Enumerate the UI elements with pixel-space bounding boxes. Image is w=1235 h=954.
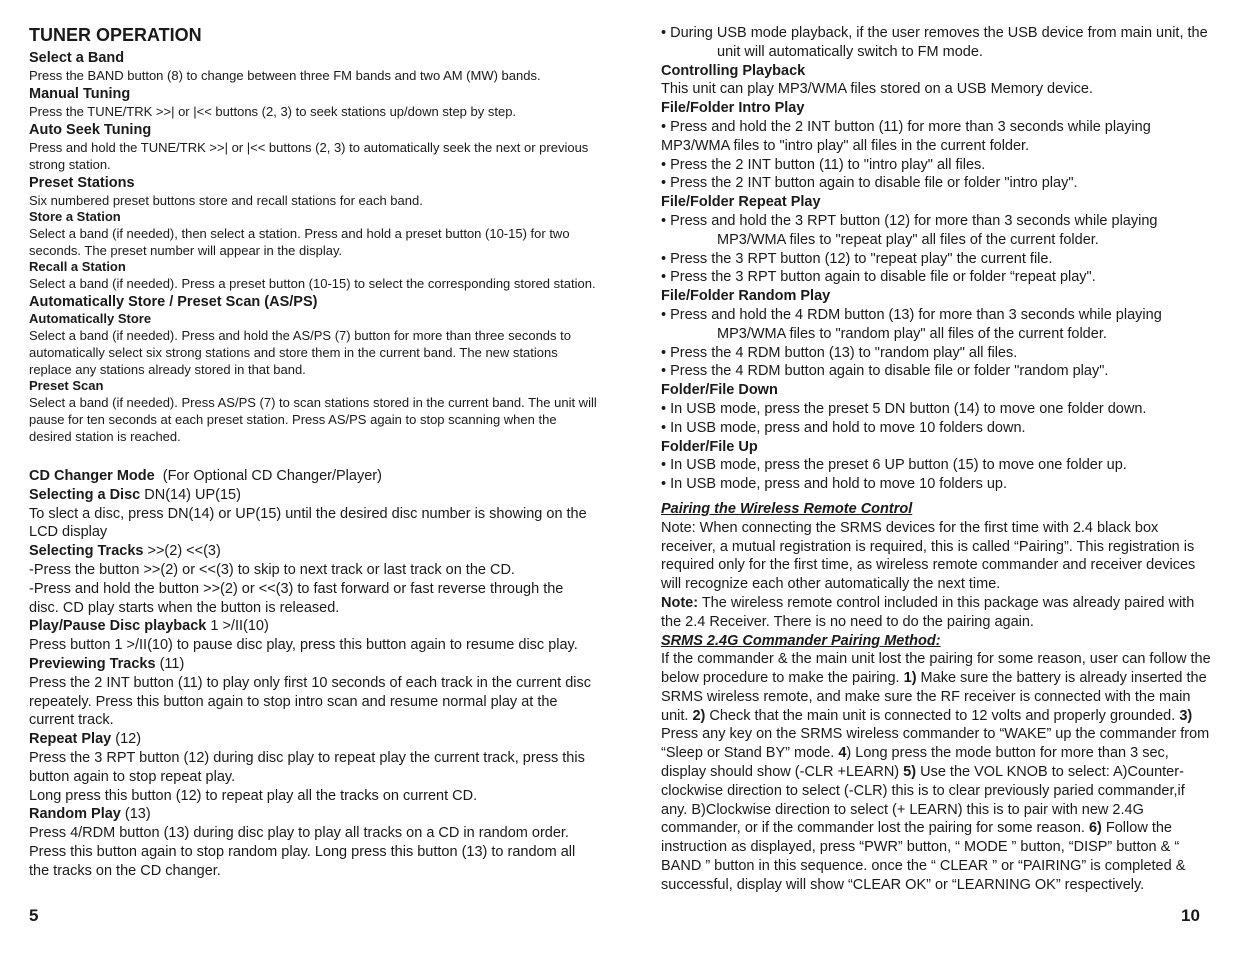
left-page: [29, 22, 597, 881]
auto-seek-heading: Auto Seek Tuning: [29, 122, 152, 138]
folder-up-bullet-2: • In USB mode, press and hold to move 10 folders up.: [661, 476, 1008, 493]
random-folder-bullet-3: • Press the 4 RDM button again to disable file or folder "random play".: [661, 363, 1109, 380]
select-band-text: Press the BAND button (8) to change between three FM bands and two AM (MW) bands.: [29, 68, 541, 83]
preview-heading: Previewing Tracks (11): [29, 655, 185, 672]
random-folder-bullet-1: • Press and hold the 4 RDM button (13) for more than 3 seconds while playing MP3/WMA files to "random play" all files of the current folder.: [661, 306, 1162, 342]
recall-station-text: Select a band (if needed). Press a preset button (10-15) to select the corresponding stored station.: [29, 276, 596, 291]
asps-heading: Automatically Store / Preset Scan (AS/PS): [29, 294, 318, 310]
intro-bullet-2: • Press the 2 INT button (11) to "intro play" all files.: [661, 156, 986, 173]
page-title: TUNER OPERATION: [29, 25, 202, 45]
select-tracks-text-2: -Press and hold the button >>(2) or <<(3) to fast forward or fast reverse through the disc. CD play starts when the button is released.: [29, 580, 564, 616]
select-band-heading: Select a Band: [29, 50, 125, 66]
repeat-heading: Repeat Play (12): [29, 731, 142, 748]
controlling-text: This unit can play MP3/WMA files stored on a USB Memory device.: [661, 81, 1093, 98]
random-folder-bullet-2: • Press the 4 RDM button (13) to "random play" all files.: [661, 344, 1018, 361]
play-pause-text: Press button 1 >/II(10) to pause disc play, press this button again to resume disc play.: [29, 637, 578, 654]
repeat-folder-bullet-1: • Press and hold the 3 RPT button (12) for more than 3 seconds while playing MP3/WMA files to "repeat play" all files of the current folder.: [661, 212, 1158, 248]
auto-seek-text: Press and hold the TUNE/TRK >>| or |<< buttons (2, 3) to automatically seek the next or previous strong station.: [29, 140, 589, 172]
page-number-right: 10: [1181, 906, 1200, 925]
pairing-note: Note: When connecting the SRMS devices for the first time with 2.4 black box receiver, a mutual registration is required, this is called “Pairing”. This registration is required only for the first time, as wireless remote commander and receiver devices will recognize each other automatically the next time.: [661, 519, 1196, 593]
repeat-text-1: Press the 3 RPT button (12) during disc play to repeat play the current track, press this button again to stop repeat play.: [29, 749, 585, 785]
play-pause-heading: Play/Pause Disc playback 1 >/II(10): [29, 618, 269, 635]
pairing-heading: Pairing the Wireless Remote Control: [661, 500, 913, 517]
folder-down-bullet-1: • In USB mode, press the preset 5 DN button (14) to move one folder down.: [661, 400, 1147, 417]
preset-stations-heading: Preset Stations: [29, 175, 135, 191]
store-station-heading: Store a Station: [29, 209, 121, 224]
repeat-folder-heading: File/Folder Repeat Play: [661, 194, 821, 211]
random-heading: Random Play (13): [29, 806, 151, 823]
preview-text: Press the 2 INT button (11) to play only first 10 seconds of each track in the current disc repeately. Press this button again to stop intro scan and resume normal play at the current track.: [29, 674, 592, 729]
folder-up-bullet-1: • In USB mode, press the preset 6 UP button (15) to move one folder up.: [661, 457, 1127, 474]
preset-stations-text: Six numbered preset buttons store and recall stations for each band.: [29, 193, 423, 208]
auto-store-text: Select a band (if needed). Press and hold the AS/PS (7) button for more than three seconds to automatically select six strong stations and store them in the current band. The new stations replace any stations already stored in that band.: [29, 328, 571, 377]
store-station-text: Select a band (if needed), then select a station. Press and hold a preset button (10-15) for two seconds. The preset number will appear in the display.: [29, 226, 570, 258]
preset-scan-text: Select a band (if needed). Press AS/PS (7) to scan stations stored in the current band. The unit will pause for ten seconds at each preset station. Press AS/PS again to stop scanning when the desired station is reached.: [29, 395, 597, 444]
auto-store-heading: Automatically Store: [29, 311, 152, 326]
folder-down-heading: Folder/File Down: [661, 382, 778, 399]
repeat-folder-bullet-3: • Press the 3 RPT button again to disable file or folder “repeat play".: [661, 269, 1096, 286]
preset-scan-heading: Preset Scan: [29, 378, 104, 393]
folder-up-heading: Folder/File Up: [661, 438, 758, 455]
random-text: Press 4/RDM button (13) during disc play to play all tracks on a CD in random order. Press this button again to stop random play. Long press this button (13) to random all the tracks on the CD changer.: [29, 825, 576, 879]
page-number-left: 5: [29, 906, 39, 925]
folder-down-bullet-2: • In USB mode, press and hold to move 10 folders down.: [661, 419, 1026, 436]
manual-tuning-text: Press the TUNE/TRK >>| or |<< buttons (2, 3) to seek stations up/down step by step.: [29, 104, 517, 119]
cd-mode-heading: CD Changer Mode (For Optional CD Changer/Player): [29, 468, 382, 484]
select-tracks-text-1: -Press the button >>(2) or <<(3) to skip to next track or last track on the CD.: [29, 561, 515, 578]
repeat-folder-bullet-2: • Press the 3 RPT button (12) to "repeat play" the current file.: [661, 250, 1053, 267]
random-folder-heading: File/Folder Random Play: [661, 288, 831, 305]
repeat-text-2: Long press this button (12) to repeat play all the tracks on current CD.: [29, 787, 478, 804]
controlling-heading: Controlling Playback: [661, 62, 806, 79]
intro-bullet-1: • Press and hold the 2 INT button (11) for more than 3 seconds while playing MP3/WMA files to "intro play" all files in the current folder.: [661, 118, 1151, 154]
method-heading: SRMS 2.4G Commander Pairing Method:: [661, 632, 941, 649]
manual-tuning-heading: Manual Tuning: [29, 86, 131, 102]
pairing-note-2: Note: The wireless remote control included in this package was already paired with the 2.4 Receiver. There is no need to do the pairing again.: [661, 594, 1195, 630]
intro-bullet-3: • Press the 2 INT button again to disable file or folder "intro play".: [661, 175, 1078, 192]
recall-station-heading: Recall a Station: [29, 259, 126, 274]
right-page: [661, 24, 1213, 895]
select-disc-heading: Selecting a Disc DN(14) UP(15): [29, 486, 241, 503]
select-disc-text: To slect a disc, press DN(14) or UP(15) until the desired disc number is showing on the LCD display: [29, 505, 587, 541]
select-tracks-heading: Selecting Tracks >>(2) <<(3): [29, 543, 221, 560]
intro-heading: File/Folder Intro Play: [661, 100, 805, 117]
method-text: If the commander & the main unit lost the pairing for some reason, user can follow the below procedure to make the pairing. 1) Make sure the battery is already inserted the SRMS wireless remote, and make sure the RF receiver is connected with the main unit. 2) Check that the main unit is connected to 12 volts and properly grounded. 3) Press any key on the SRMS wireless commander to “WAKE” up the commander from “Sleep or Stand BY” mode. 4) Long press the mode button for more than 3 sec, display should show (-CLR +LEARN) 5) Use the VOL KNOB to select: A)Counter-clockwise direction to select (-CLR) this is to clear previously paried commander,if any. B)Clockwise direction to select (+ LEARN) this is to pair with new 2.4G commander, or if the commander lost the pairing for some reason. 6) Follow the instruction as displayed, press “PWR” button, “ MODE ” button, “DISP” button & “ BAND ” button in this sequence. once the “ CLEAR ” or “PAIRING” is completed & successful, display will show “CLEAR OK” or “LEARNING OK” respectively.: [661, 651, 1211, 893]
usb-note: • During USB mode playback, if the user removes the USB device from main unit, the unit will automatically switch to FM mode.: [661, 25, 1208, 60]
